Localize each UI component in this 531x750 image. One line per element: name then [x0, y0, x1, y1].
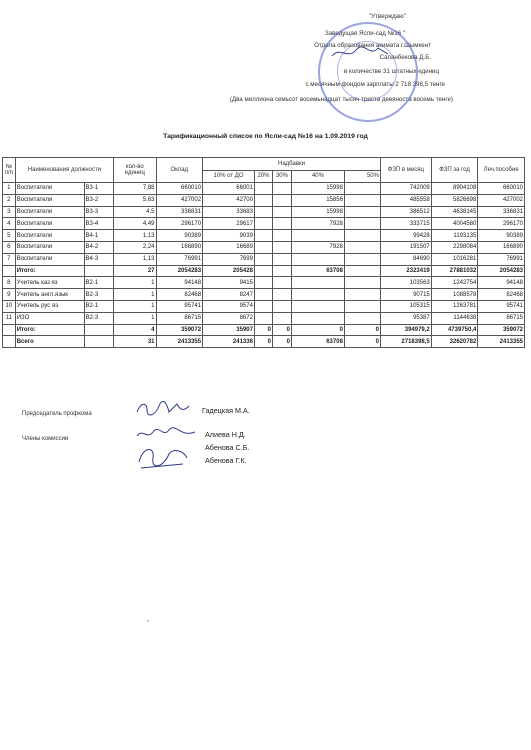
- cell-n: 6: [3, 241, 16, 253]
- cell-p40: 63708: [291, 336, 344, 348]
- cell-cat: В3-1: [84, 183, 114, 195]
- cell-cat: В2-3: [84, 289, 114, 301]
- cell-p30: [272, 230, 291, 242]
- cell-med: 95741: [478, 300, 525, 312]
- cell-p40: 0: [291, 324, 344, 336]
- cell-p50: [344, 230, 380, 242]
- cell-pos: Учитель англ.язык: [15, 289, 84, 301]
- cell-month: 103563: [380, 277, 431, 289]
- cell-p40: 7928: [291, 218, 344, 230]
- cell-pos: Учитель рус яз.: [15, 300, 84, 312]
- cell-pos: Итого:: [15, 324, 84, 336]
- cell-cat: [84, 324, 114, 336]
- cell-p50: 0: [344, 336, 380, 348]
- cell-n: [3, 324, 16, 336]
- col-header-position: Наименования должности: [15, 158, 113, 183]
- cell-month: 105315: [380, 300, 431, 312]
- table-row: [3, 312, 525, 324]
- col-header-40pct: 40%: [291, 170, 344, 183]
- cell-cat: В2-1: [84, 277, 114, 289]
- cell-p10: 9039: [203, 230, 255, 242]
- cell-cat: [84, 265, 114, 277]
- cell-salary: 90389: [156, 230, 203, 242]
- cell-n: [3, 336, 16, 348]
- col-header-medical: Леч.пособие: [478, 158, 525, 183]
- cell-units: 4,5: [114, 206, 156, 218]
- table-row: [3, 194, 525, 206]
- cell-n: 11: [3, 312, 16, 324]
- cell-p30: [272, 277, 291, 289]
- approval-line-2: Отдела образования акимата г.Шымкент: [314, 42, 431, 49]
- table-total-row: [3, 336, 525, 348]
- cell-med: 90389: [478, 230, 525, 242]
- cell-p20: [254, 206, 272, 218]
- members-label: Члены комиссии: [22, 436, 69, 442]
- member-3-name: Абенова Г.К.: [205, 456, 247, 465]
- cell-p30: [272, 289, 291, 301]
- cell-year: 4004580: [431, 218, 478, 230]
- cell-p50: [344, 289, 380, 301]
- cell-p50: [344, 312, 380, 324]
- cell-n: 5: [3, 230, 16, 242]
- cell-salary: 2413355: [156, 336, 203, 348]
- cell-p10: 33683: [203, 206, 255, 218]
- cell-p30: [272, 183, 291, 195]
- cell-med: 660010: [478, 183, 525, 195]
- table-row: [3, 183, 525, 195]
- cell-cat: В4-1: [84, 230, 114, 242]
- tariff-table: [2, 157, 525, 348]
- cell-units: 1: [114, 300, 156, 312]
- cell-p50: [344, 241, 380, 253]
- cell-pos: Воспитатели: [15, 194, 84, 206]
- cell-pos: Итого:: [15, 265, 84, 277]
- col-header-fzp-year: ФЗП за год: [431, 158, 478, 183]
- cell-year: 1263781: [431, 300, 478, 312]
- cell-p10: 16689: [203, 241, 255, 253]
- cell-p10: 35907: [203, 324, 255, 336]
- cell-units: 1,13: [114, 230, 156, 242]
- table-row: [3, 230, 525, 242]
- member-2-name: Абенова С.Б.: [205, 443, 250, 452]
- cell-pos: Воспитатели: [15, 241, 84, 253]
- cell-p30: 0: [272, 336, 291, 348]
- cell-p40: [291, 300, 344, 312]
- cell-p30: [272, 300, 291, 312]
- cell-p40: [291, 312, 344, 324]
- cell-p40: [291, 230, 344, 242]
- cell-salary: 82468: [156, 289, 203, 301]
- director-signature: [330, 44, 390, 62]
- cell-salary: 2054283: [156, 265, 203, 277]
- cell-p40: 15998: [291, 206, 344, 218]
- cell-med: 359072: [478, 324, 525, 336]
- table-row: [3, 253, 525, 265]
- cell-p10: 29617: [203, 218, 255, 230]
- col-header-10pct: 10% от ДО: [203, 170, 255, 183]
- cell-year: 5826698: [431, 194, 478, 206]
- cell-n: 2: [3, 194, 16, 206]
- cell-p50: 0: [344, 324, 380, 336]
- col-header-salary: Оклад: [156, 158, 203, 183]
- approval-line-4: в количестве 31 штатных единиц: [343, 68, 439, 75]
- cell-p30: [272, 206, 291, 218]
- cell-year: 27881032: [431, 265, 478, 277]
- chair-signature: [133, 398, 193, 420]
- table-total-row: [3, 324, 525, 336]
- table-row: [3, 289, 525, 301]
- cell-p20: [254, 183, 272, 195]
- cell-month: 2718398,5: [380, 336, 431, 348]
- cell-pos: ИЗО: [15, 312, 84, 324]
- cell-salary: 660010: [156, 183, 203, 195]
- col-header-50pct: 50%: [344, 170, 380, 183]
- chair-label: Председатель профкома: [22, 411, 92, 417]
- approval-line-6: (Два миллиона семьсот восемьнадцат тысяч триста девяноста восемь тенге): [229, 96, 453, 103]
- cell-p20: [254, 218, 272, 230]
- cell-p30: [272, 253, 291, 265]
- cell-salary: 86715: [156, 312, 203, 324]
- table-row: [3, 277, 525, 289]
- cell-cat: В3-3: [84, 206, 114, 218]
- cell-month: 386512: [380, 206, 431, 218]
- cell-p20: [254, 253, 272, 265]
- cell-n: 1: [3, 183, 16, 195]
- cell-p10: 8672: [203, 312, 255, 324]
- cell-units: 1: [114, 312, 156, 324]
- cell-p20: [254, 194, 272, 206]
- cell-salary: 76991: [156, 253, 203, 265]
- cell-p40: 63708: [291, 265, 344, 277]
- cell-pos: Всего: [15, 336, 84, 348]
- cell-units: 31: [114, 336, 156, 348]
- chair-name: Гадецкая М.А.: [202, 406, 250, 415]
- cell-p40: 15998: [291, 183, 344, 195]
- col-header-num: № п/п: [3, 158, 16, 183]
- cell-year: 1242754: [431, 277, 478, 289]
- cell-salary: 166890: [156, 241, 203, 253]
- cell-year: 1088578: [431, 289, 478, 301]
- table-row: [3, 300, 525, 312]
- cell-pos: Воспитатели: [15, 253, 84, 265]
- cell-cat: В3-2: [84, 194, 114, 206]
- table-row: [3, 241, 525, 253]
- col-header-30pct: 30%: [272, 170, 291, 183]
- cell-salary: 336831: [156, 206, 203, 218]
- cell-p10: 9574: [203, 300, 255, 312]
- cell-units: 7,88: [114, 183, 156, 195]
- approval-line-1: Заведущая Ясли-сад №16 ": [325, 30, 405, 37]
- cell-cat: В3-4: [84, 218, 114, 230]
- cell-year: 2298084: [431, 241, 478, 253]
- cell-units: 5,63: [114, 194, 156, 206]
- cell-p50: [344, 183, 380, 195]
- cell-med: 86715: [478, 312, 525, 324]
- cell-year: 1193135: [431, 230, 478, 242]
- cell-p50: [344, 218, 380, 230]
- cell-n: 8: [3, 277, 16, 289]
- cell-year: 8904108: [431, 183, 478, 195]
- cell-year: 32620782: [431, 336, 478, 348]
- cell-p40: [291, 253, 344, 265]
- cell-p20: 0: [254, 324, 272, 336]
- cell-p50: [344, 206, 380, 218]
- cell-med: 94148: [478, 277, 525, 289]
- cell-units: 27: [114, 265, 156, 277]
- paper-speck: [147, 620, 149, 622]
- tariff-table-body: [3, 183, 525, 348]
- cell-med: 2054283: [478, 265, 525, 277]
- cell-p10: 241336: [203, 336, 255, 348]
- cell-pos: Воспитатели: [15, 230, 84, 242]
- cell-p30: [272, 312, 291, 324]
- cell-n: 10: [3, 300, 16, 312]
- col-header-20pct: 20%: [254, 170, 272, 183]
- cell-cat: [84, 336, 114, 348]
- cell-p20: [254, 300, 272, 312]
- cell-month: 2323419: [380, 265, 431, 277]
- cell-med: 166890: [478, 241, 525, 253]
- cell-p50: [344, 300, 380, 312]
- cell-p20: [254, 265, 272, 277]
- cell-cat: В2-1: [84, 300, 114, 312]
- cell-year: 4638145: [431, 206, 478, 218]
- cell-p40: [291, 277, 344, 289]
- cell-pos: Учитель каз яз: [15, 277, 84, 289]
- cell-n: 4: [3, 218, 16, 230]
- cell-p30: [272, 218, 291, 230]
- cell-n: 7: [3, 253, 16, 265]
- table-row: [3, 218, 525, 230]
- cell-med: 82468: [478, 289, 525, 301]
- cell-p20: [254, 277, 272, 289]
- cell-salary: 296170: [156, 218, 203, 230]
- member-2-3-signature: [133, 442, 193, 472]
- cell-p10: 7699: [203, 253, 255, 265]
- cell-p20: [254, 289, 272, 301]
- cell-p50: [344, 253, 380, 265]
- cell-month: 84690: [380, 253, 431, 265]
- document-title: Тарификационный список по Ясли-сад №16 на 1.09.2019 год: [163, 133, 368, 140]
- cell-month: 191507: [380, 241, 431, 253]
- cell-p30: [272, 265, 291, 277]
- cell-p40: 7928: [291, 241, 344, 253]
- cell-p50: [344, 265, 380, 277]
- cell-p20: [254, 312, 272, 324]
- cell-month: 742009: [380, 183, 431, 195]
- cell-p10: 8247: [203, 289, 255, 301]
- cell-year: 1016281: [431, 253, 478, 265]
- cell-p30: 0: [272, 324, 291, 336]
- cell-med: 2413355: [478, 336, 525, 348]
- approval-line-3: Сапанбекова Д.Б.: [379, 54, 431, 61]
- cell-p30: [272, 194, 291, 206]
- cell-n: [3, 265, 16, 277]
- cell-p10: 9415: [203, 277, 255, 289]
- col-header-units: кол-во единиц: [114, 158, 156, 183]
- cell-med: 76991: [478, 253, 525, 265]
- cell-cat: В4-3: [84, 253, 114, 265]
- cell-p10: 205428: [203, 265, 255, 277]
- cell-units: 4: [114, 324, 156, 336]
- cell-pos: Воспитатели: [15, 183, 84, 195]
- cell-month: 99428: [380, 230, 431, 242]
- cell-month: 485558: [380, 194, 431, 206]
- table-total-row: [3, 265, 525, 277]
- cell-p10: 66001: [203, 183, 255, 195]
- approval-heading: "Утверждаю": [368, 13, 406, 20]
- cell-p40: [291, 289, 344, 301]
- table-row: [3, 206, 525, 218]
- cell-year: 4739750,4: [431, 324, 478, 336]
- cell-cat: В2-3: [84, 312, 114, 324]
- cell-p50: [344, 194, 380, 206]
- member-1-name: Алиева Н.Д.: [205, 430, 246, 439]
- cell-p20: [254, 230, 272, 242]
- cell-p20: [254, 241, 272, 253]
- cell-month: 95387: [380, 312, 431, 324]
- cell-units: 1: [114, 277, 156, 289]
- cell-n: 3: [3, 206, 16, 218]
- cell-month: 333715: [380, 218, 431, 230]
- cell-units: 4,49: [114, 218, 156, 230]
- cell-units: 1: [114, 289, 156, 301]
- cell-p50: [344, 277, 380, 289]
- cell-units: 2,24: [114, 241, 156, 253]
- cell-med: 296170: [478, 218, 525, 230]
- cell-p40: 15856: [291, 194, 344, 206]
- cell-pos: Воспитатели: [15, 206, 84, 218]
- cell-salary: 359072: [156, 324, 203, 336]
- cell-units: 1,13: [114, 253, 156, 265]
- col-header-fzp-month: ФЗП в месяц: [380, 158, 431, 183]
- cell-med: 427002: [478, 194, 525, 206]
- cell-pos: Воспитатели: [15, 218, 84, 230]
- cell-year: 1144638: [431, 312, 478, 324]
- cell-salary: 427002: [156, 194, 203, 206]
- cell-p20: 0: [254, 336, 272, 348]
- cell-cat: В4-2: [84, 241, 114, 253]
- cell-med: 336831: [478, 206, 525, 218]
- cell-month: 394979,2: [380, 324, 431, 336]
- col-header-allowances: Надбавки: [203, 158, 381, 171]
- approval-line-5: с месячным фондом зарплаты 2 718 398,5 тенге: [305, 81, 445, 88]
- cell-salary: 94148: [156, 277, 203, 289]
- cell-month: 90715: [380, 289, 431, 301]
- cell-n: 9: [3, 289, 16, 301]
- cell-p30: [272, 241, 291, 253]
- cell-p10: 42700: [203, 194, 255, 206]
- cell-salary: 95741: [156, 300, 203, 312]
